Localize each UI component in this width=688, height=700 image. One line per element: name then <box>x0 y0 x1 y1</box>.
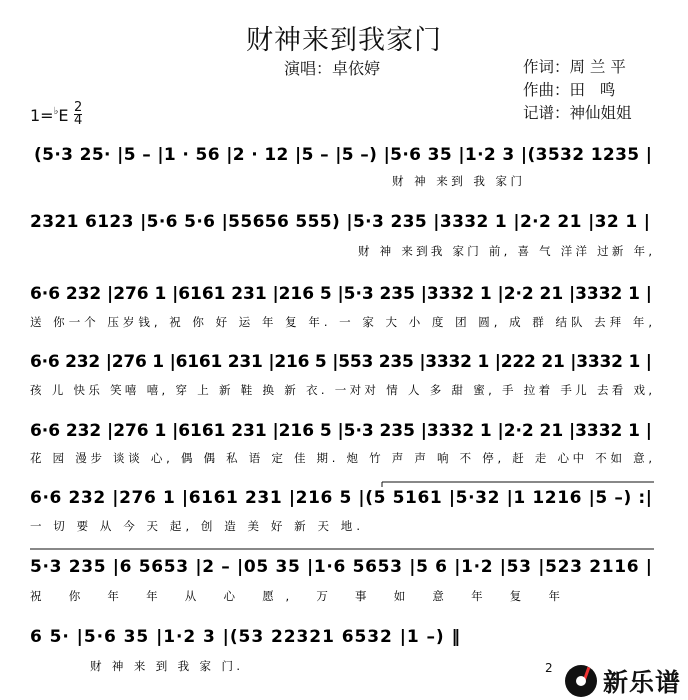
lyrics-line-1: 财 神 来到 我 家门 <box>392 174 522 188</box>
staff-line-5 <box>30 421 652 465</box>
notes-line-5: 6·6 232 |276 1 |6161 231 |216 5 |5·3 235 |3332 1 |2·2 21 |3332 1 | <box>30 421 652 441</box>
watermark-logo <box>565 663 681 699</box>
notes-line-2: 2321 6123 |5·6 5·6 |55656 555) |5·3 235 |3332 1 |2·2 21 |32 1 | <box>30 212 650 232</box>
staff-line-7 <box>30 549 654 603</box>
lyrics-line-7: 祝 你 年 年 从 心 愿, 万 事 如 意 年 复 年 <box>30 589 560 603</box>
notes-line-3: 6·6 232 |276 1 |6161 231 |216 5 |5·3 235 |3332 1 |2·2 21 |3332 1 | <box>30 284 652 304</box>
notes-line-8: 6 5· |5·6 35 |1·2 3 |(53 22321 6532 |1 –) ‖ <box>30 627 460 647</box>
staff-line-4 <box>30 352 652 397</box>
page-title: 财神来到我家门 <box>246 25 442 56</box>
staff-line-8 <box>30 627 460 673</box>
notes-line-6: 6·6 232 |276 1 |6161 231 |216 5 |(5 5161 |5·32 |1 1216 |5 –) :| <box>30 488 652 508</box>
staff-line-3 <box>30 284 652 329</box>
notes-line-4: 6·6 232 |276 1 |6161 231 |216 5 |553 235 |3332 1 |222 21 |3332 1 | <box>30 352 652 372</box>
staff-line-6 <box>30 482 654 533</box>
notes-line-7: 5·3 235 |6 5653 |2 – |05 35 |1·6 5653 |5 6 |1·2 |53 |523 2116 | <box>30 557 652 577</box>
lyrics-line-5: 花 园 漫步 谈谈 心, 偶 偶 私 语 定 佳 期. 炮 竹 声 声 响 不 停, 赶 走 心中 不如 意, <box>30 451 653 465</box>
lyrics-line-4: 孩 儿 快乐 笑嘻 嘻, 穿 上 新 鞋 换 新 衣. 一对对 情 人 多 甜 蜜, 手 拉着 手儿 去看 戏, <box>30 383 652 397</box>
lyrics-line-3: 送 你一个 压岁钱, 祝 你 好 运 年 复 年. 一 家 大 小 度 团 圆, 成 群 结队 去拜 年, <box>30 315 652 329</box>
record-icon <box>565 665 597 697</box>
notes-line-1: (5·3 25· |5 – |1 · 56 |2 · 12 |5 – |5 –) |5·6 35 |1·2 3 |(3532 1235 | <box>34 145 652 165</box>
transcriber-credit: 记谱：神仙姐姐 <box>523 104 632 122</box>
page-number: 2 <box>545 661 553 675</box>
composer-credit: 作曲：田 鸣 <box>523 81 616 99</box>
staff-line-2 <box>30 212 652 258</box>
lyrics-line-8: 财 神 来 到 我 家 门. <box>90 659 240 673</box>
lyrics-line-6: 一 切 要 从 今 天 起, 创 造 美 好 新 天 地. <box>30 519 360 533</box>
singer-credit: 演唱：卓依婷 <box>284 59 381 78</box>
key-note: E <box>58 106 69 125</box>
staff-line-1 <box>34 145 652 188</box>
meter-top: 2 <box>74 100 83 115</box>
flat-sign: ♭ <box>53 106 59 117</box>
lyrics-line-2: 财 神 来到我 家门 前, 喜 气 洋洋 过新 年, <box>358 244 652 258</box>
meter-bottom: 4 <box>74 113 83 128</box>
watermark-text: 新乐谱 <box>603 668 682 697</box>
key-prefix: 1= <box>30 106 54 125</box>
lyricist-credit: 作词：周 兰 平 <box>523 58 626 76</box>
